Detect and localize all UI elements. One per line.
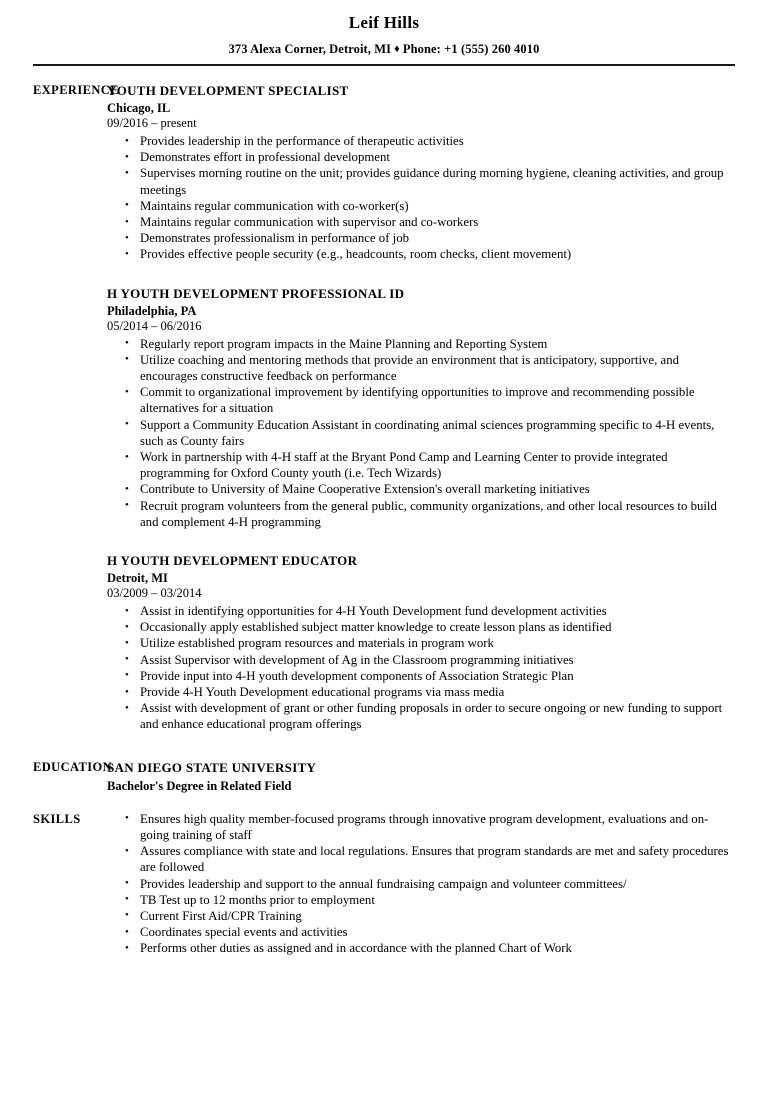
job-entry [107,285,735,530]
bullet-item: • Provide input into 4-H youth development components of Association Strategic Plan [125,668,735,684]
skills-section [0,811,768,957]
bullet-item: • Demonstrates professionalism in performance of job [125,230,735,246]
header-divider [33,64,735,66]
skills-bullet-list [107,811,735,957]
bullet-item: • Provide 4-H Youth Development educational programs via mass media [125,684,735,700]
bullet-item: • Contribute to University of Maine Cooperative Extension's overall marketing initiatives [125,481,735,497]
job-location: Detroit, MI [107,571,168,586]
contact-address: 373 Alexa Corner, Detroit, MI [228,42,392,56]
job-title: H YOUTH DEVELOPMENT PROFESSIONAL ID [107,285,405,301]
section-label-experience: EXPERIENCE [33,83,119,97]
education-degree: Bachelor's Degree in Related Field [107,778,292,793]
bullet-item: • Work in partnership with 4-H staff at the Bryant Pond Camp and Learning Center to provide integrated programming for Oxford County youth (i.e. Tech Wizards) [125,449,735,481]
job-location: Philadelphia, PA [107,303,197,318]
job-bullet-list [107,336,735,530]
education-section [0,759,768,794]
contact-line [0,40,768,58]
bullet-item: • Utilize coaching and mentoring methods that provide an environment that is anticipatory, supportive, and encourages constructive feedback on performance [125,352,735,384]
bullet-item: • Maintains regular communication with co-worker(s) [125,198,735,214]
experience-section [0,82,768,733]
job-dates: 05/2014 – 06/2016 [107,318,202,333]
education-school: SAN DIEGO STATE UNIVERSITY [107,759,317,775]
bullet-item: • Commit to organizational improvement by identifying opportunities to improve and recommending possible alternatives for a situation [125,384,735,416]
bullet-item: • Provides leadership and support to the annual fundraising campaign and volunteer committees/ [125,876,735,892]
job-dates: 09/2016 – present [107,116,197,130]
job-entry [107,82,735,263]
contact-phone: Phone: +1 (555) 260 4010 [402,42,540,56]
section-label-education: EDUCATION [33,759,113,774]
bullet-item: • Support a Community Education Assistant in coordinating animal sciences programming specific to 4-H events, such as County fairs [125,417,735,449]
resume-header [0,0,768,58]
bullet-item: • Provides leadership in the performance of therapeutic activities [125,133,735,149]
candidate-name: Leif Hills [348,13,420,32]
job-bullet-list [107,133,735,263]
bullet-item: • Assures compliance with state and local regulations. Ensures that program standards are met and safety procedures are followed [125,843,735,875]
bullet-item: • Occasionally apply established subject matter knowledge to create lesson plans as identified [125,619,735,635]
bullet-item: • Provides effective people security (e.g., headcounts, room checks, client movement) [125,246,735,262]
experience-body [107,82,768,733]
bullet-item: • Demonstrates effort in professional development [125,149,735,165]
bullet-item: • Regularly report program impacts in the Maine Planning and Reporting System [125,336,735,352]
section-label-skills: SKILLS [33,811,81,826]
bullet-item: • Utilize established program resources and materials in program work [125,635,735,651]
bullet-item: • Assist in identifying opportunities for 4-H Youth Development fund development activities [125,603,735,619]
bullet-item: • Coordinates special events and activities [125,924,735,940]
bullet-item: • Assist Supervisor with development of Ag in the Classroom programming initiatives [125,652,735,668]
job-entry [107,552,735,733]
skills-body [107,811,768,957]
diamond-separator-icon: ♦ [394,43,400,55]
education-body [107,759,768,794]
job-title: YOUTH DEVELOPMENT SPECIALIST [107,83,349,98]
bullet-item: • TB Test up to 12 months prior to employment [125,892,735,908]
job-dates: 03/2009 – 03/2014 [107,586,202,601]
bullet-item: • Supervises morning routine on the unit; provides guidance during morning hygiene, cleaning activities, and group meetings [125,165,735,197]
bullet-item: • Maintains regular communication with supervisor and co-workers [125,214,735,230]
bullet-item: • Current First Aid/CPR Training [125,908,735,924]
bullet-item: • Ensures high quality member-focused programs through innovative program development, evaluations and on-going training of staff [125,811,735,843]
bullet-item: • Recruit program volunteers from the general public, community organizations, and other local resources to build and complement 4-H programming [125,498,735,530]
job-bullet-list [107,603,735,733]
bullet-item: • Assist with development of grant or other funding proposals in order to secure ongoing or new funding to support and enhance educational program offerings [125,700,735,732]
job-title: H YOUTH DEVELOPMENT EDUCATOR [107,553,358,569]
job-location: Chicago, IL [107,101,171,115]
bullet-item: • Performs other duties as assigned and in accordance with the planned Chart of Work [125,940,735,956]
